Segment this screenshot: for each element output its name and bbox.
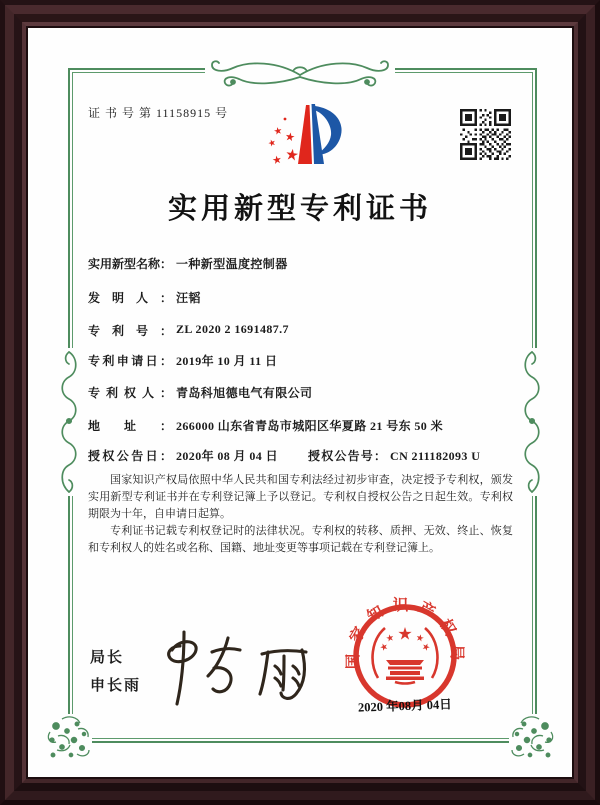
cnipa-logo-icon [265,100,345,168]
top-flourish-ornament [205,58,395,92]
left-scroll-ornament [56,348,82,496]
field-value: 2020年 08 月 04 日 [176,449,279,463]
certificate-paper [28,28,572,777]
field-value: 266000 山东省青岛市城阳区华夏路 21 号东 50 米 [176,419,444,433]
legal-paragraph: 国家知识产权局依照中华人民共和国专利法经过初步审查，决定授予专利权，颁发实用新型专利证书并在专利登记簿上予以登记。专利权自授权公告之日起生效。专利权期限为十年，自申请日起算。 [88,474,513,520]
bottom-right-floral-ornament [509,714,557,762]
legal-text [88,472,513,557]
field-value: ZL 2020 2 1691487.7 [176,322,289,336]
field-row-filing-date [88,352,277,370]
field-label: 专利申请日： [88,354,172,368]
field-label: 实用新型名称： [88,257,173,271]
field-value: 汪韬 [176,291,201,305]
field-label: 专利号： [88,324,172,338]
field-row-patent-no [88,322,289,340]
field-value: 2019年 10 月 11 日 [176,354,278,368]
field-row-grant [88,447,480,465]
field-row-name [88,255,288,273]
bottom-left-floral-ornament [44,714,92,762]
director-title: 局长 [90,649,125,666]
legal-paragraph: 专利证书记载专利权登记时的法律状况。专利权的转移、质押、无效、终止、恢复和专利权人的姓名或名称、国籍、地址变更等事项记载在专利登记簿上。 [88,525,513,554]
field-row-address [88,417,443,435]
seal-date: 2020 年08月 04日 [357,697,452,715]
field-label: 地址： [88,419,172,433]
field-label: 授权公告号： [308,449,387,463]
certificate-title: 实用新型专利证书 [167,193,432,225]
qr-code-icon [460,109,511,160]
right-scroll-ornament [519,348,545,496]
field-label: 发明人： [88,291,172,305]
field-row-patentee [88,384,312,402]
field-value: CN 211182093 U [390,449,481,463]
signature-icon [150,628,325,713]
seal-ring-text: 国家知识产权局 [344,597,466,670]
official-seal-icon [329,581,481,733]
field-value: 一种新型温度控制器 [176,257,288,271]
certificate-number: 证 书 号 第 11158915 号 [88,106,229,120]
field-value: 青岛科旭德电气有限公司 [176,386,313,400]
field-label: 授权公告日： [88,449,172,463]
director-name: 申长雨 [90,677,142,694]
field-label: 专利权人： [88,386,172,400]
field-row-inventor [88,289,201,307]
